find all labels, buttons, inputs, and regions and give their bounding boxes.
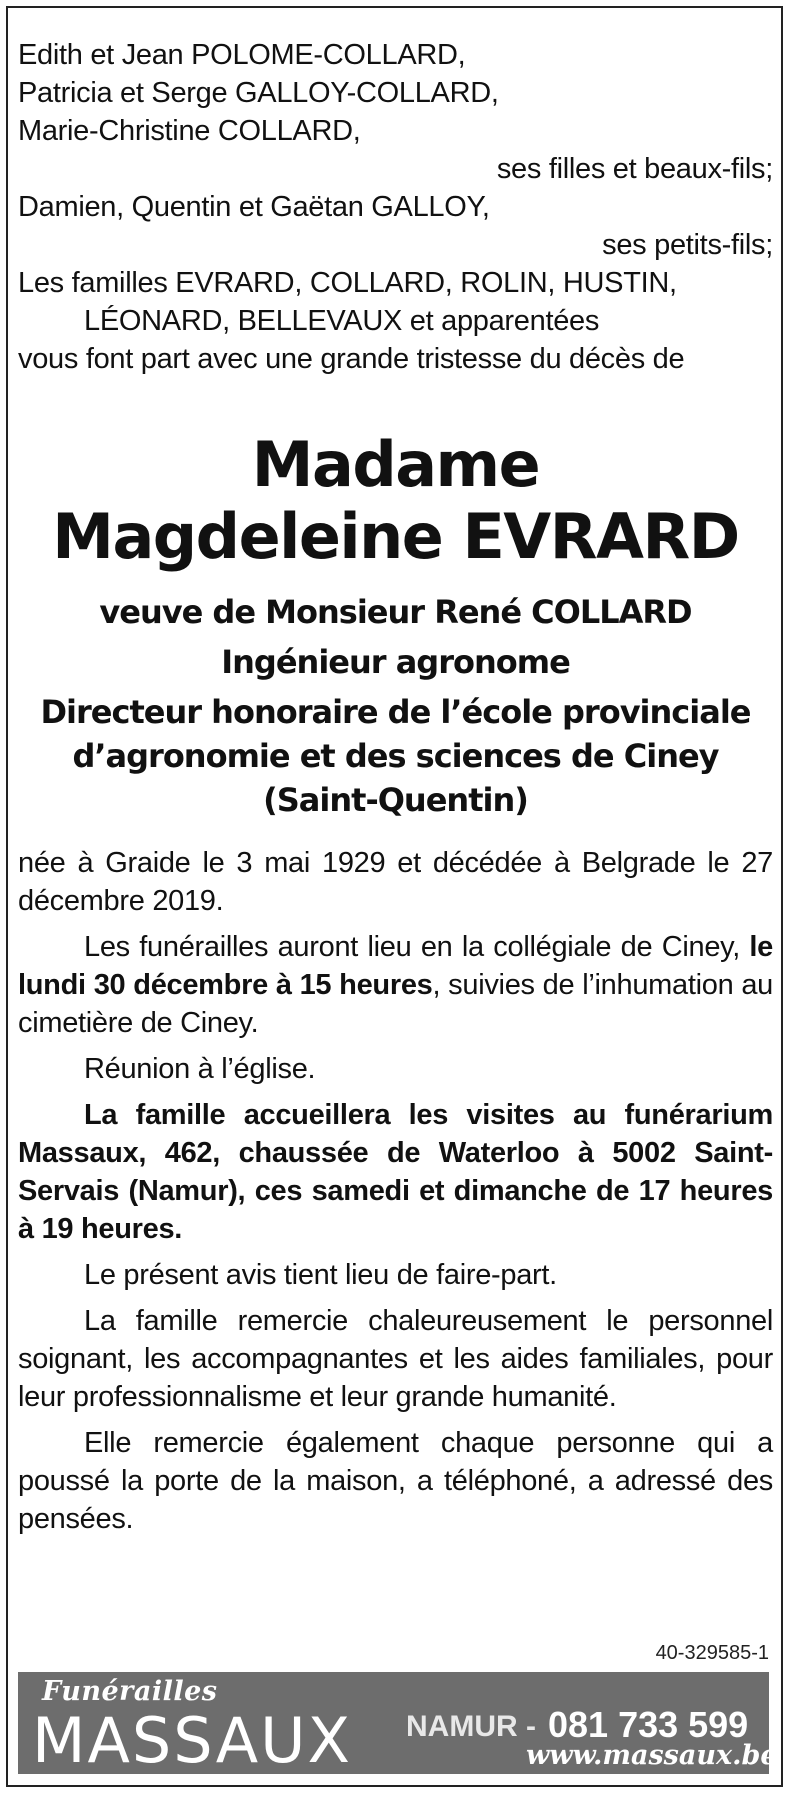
banner-label: Funérailles [42,1676,218,1707]
families-line-1: Les familles EVRARD, COLLARD, ROLIN, HUSTIN, [18,267,677,299]
family-line-1: Edith et Jean POLOME-COLLARD, [18,39,466,71]
banner-city: NAMUR - [406,1710,536,1743]
deceased-name: Magdeleine EVRARD [52,500,739,573]
deceased-title: Madame [251,428,540,501]
grandchildren-line: Damien, Quentin et Gaëtan GALLOY, [18,191,490,223]
visits-paragraph: La famille accueillera les visites au funérarium Massaux, 462, chaussée de Waterloo à 5002 Saint-Servais (Namur), ces samedi et dimanche de 17 heures à 19 heures. [18,1099,773,1245]
thanks-paragraph-2: Elle remercie également chaque personne qui a poussé la porte de la maison, a téléphoné, a adressé des pensées. [18,1427,773,1535]
funeral-text-post: , suivies de l’inhumation au cimetière de Ciney. [18,969,773,1039]
banner-website: www.massaux.be [526,1740,778,1771]
daughters-label: ses filles et beaux-fils; [496,153,773,185]
birth-death-paragraph: née à Graide le 3 mai 1929 et décédée à Belgrade le 27 décembre 2019. [18,847,773,917]
grandchildren-label: ses petits-fils; [602,229,773,261]
families-line-2: LÉONARD, BELLEVAUX et apparentées [84,305,600,337]
family-line-3: Marie-Christine COLLARD, [18,115,361,147]
meeting-paragraph: Réunion à l’église. [84,1053,316,1085]
funeral-home-banner [18,1672,778,1777]
funeral-text-pre: Les funérailles auront lieu en la collégiale de Ciney, [84,931,750,963]
profession-line: Ingénieur agronome [221,643,570,681]
role-line-1: Directeur honoraire de l’école provinciale [40,693,751,731]
reference-number: 40-329585-1 [655,1642,769,1664]
role-line-2: d’agronomie et des sciences de Ciney [72,737,719,775]
family-line-2: Patricia et Serge GALLOY-COLLARD, [18,77,499,109]
notice-paragraph: Le présent avis tient lieu de faire-part. [84,1259,557,1291]
funeral-date: le lundi 30 décembre à 15 heures [18,931,773,1001]
obituary-content [18,36,773,1538]
funeral-paragraph [18,928,773,1042]
banner-phone: 081 733 599 [548,1704,749,1745]
role-line-3: (Saint-Quentin) [263,781,528,819]
banner-brand: MASSAUX [32,1704,353,1777]
widow-line: veuve de Monsieur René COLLARD [99,593,692,631]
announcement: vous font part avec une grande tristesse du décès de [18,343,685,375]
thanks-paragraph-1: La famille remercie chaleureusement le personnel soignant, les accompagnantes et les aides familiales, pour leur professionnalisme et leur grande humanité. [18,1305,773,1413]
